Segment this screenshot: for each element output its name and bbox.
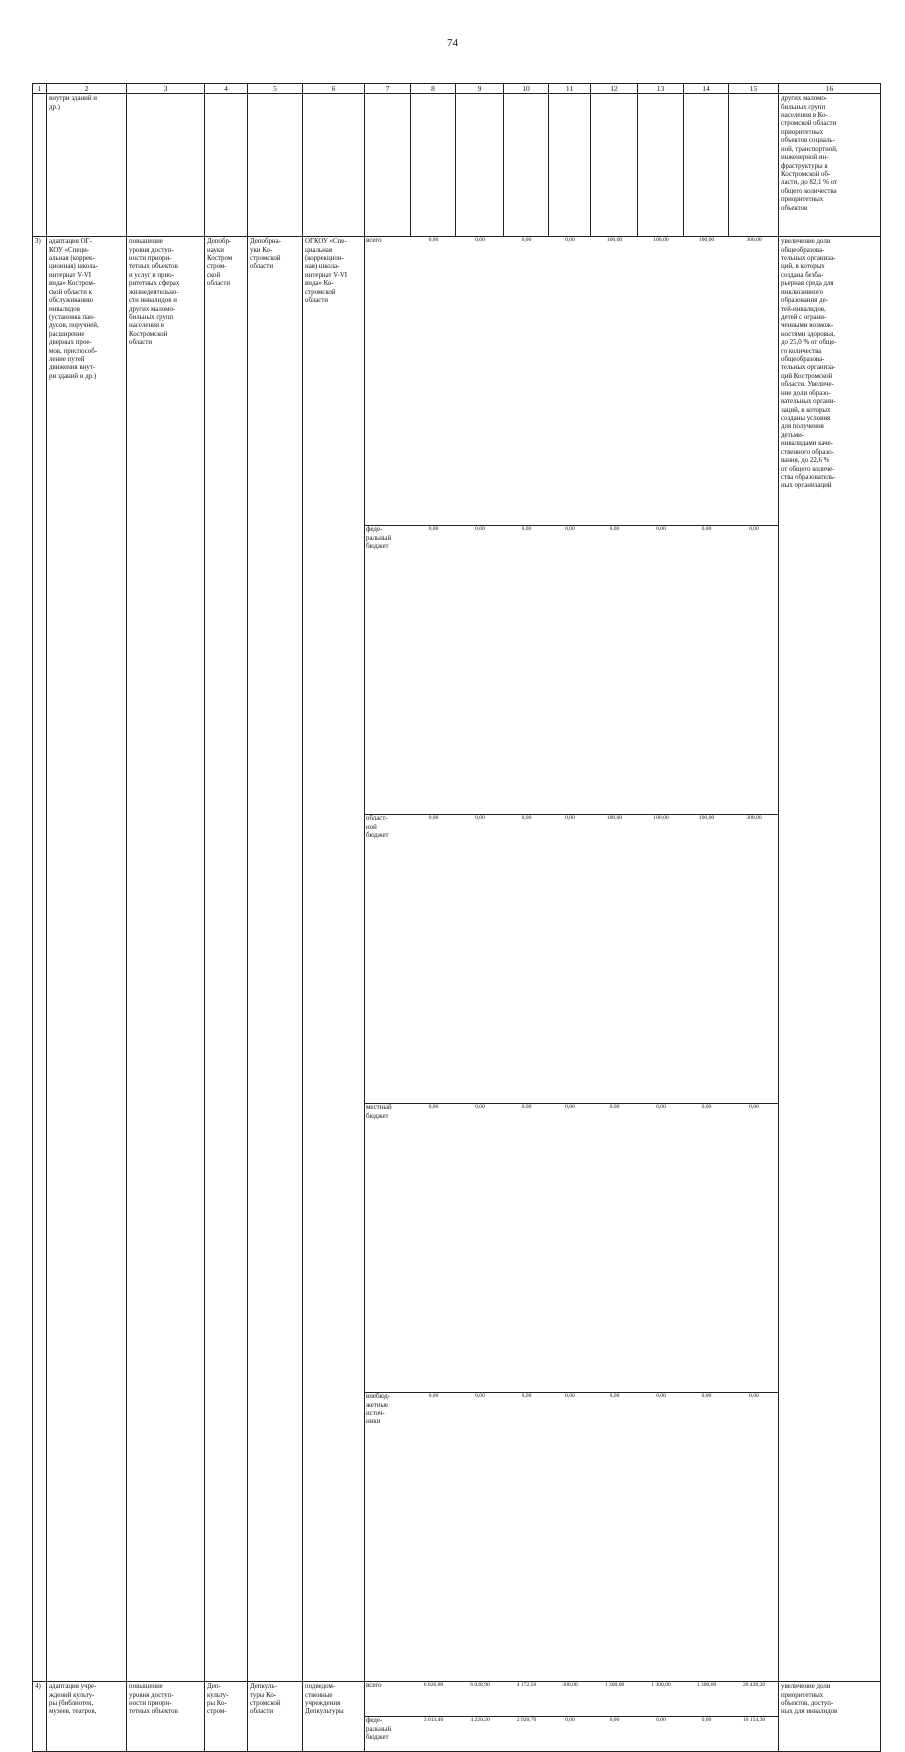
funding-value: 0,00	[591, 1104, 638, 1393]
funding-value: 0,00	[638, 1393, 684, 1682]
funding-value: 1 300,00	[604, 1682, 625, 1689]
funding-value: 0,00	[521, 237, 532, 244]
col-header: 11	[549, 84, 591, 94]
program-table	[32, 83, 881, 1752]
funding-value: 0,00	[729, 1393, 779, 1682]
funding-value: 0,00	[565, 237, 575, 244]
funding-value: 0,00	[411, 815, 456, 1104]
funding-value: 20 428,20	[742, 1682, 766, 1689]
funding-value: 0,00	[729, 526, 779, 815]
funding-value: 0,00	[504, 526, 549, 815]
funding-value: 0,00	[504, 815, 549, 1104]
funding-value: 0,00	[684, 1393, 729, 1682]
funding-value: 300,00	[562, 1682, 578, 1689]
funding-value: 0,00	[549, 1393, 591, 1682]
col-header: 5	[248, 84, 303, 94]
funding-value: 300,00	[729, 815, 779, 1104]
funding-value: 0,00	[456, 526, 504, 815]
funding-line	[365, 815, 779, 1104]
funding-source: област- ной бюджет	[365, 815, 411, 1104]
funding-value: 0,00	[456, 815, 504, 1104]
funding-line	[365, 237, 779, 526]
funding-table	[365, 237, 779, 1681]
funding-table	[365, 1682, 779, 1751]
funding-value: 100,00	[698, 237, 715, 244]
page-number: 74	[447, 37, 458, 49]
funding-source: феде- ральный бюджет	[365, 1717, 411, 1752]
funding-value: 0,00	[684, 1104, 729, 1393]
funding-line	[365, 1717, 779, 1752]
funding-value: 1 300,00	[696, 1682, 717, 1689]
funding-source: всего	[366, 237, 382, 245]
goal: повышение уровня доступ- ности приори- тетных объектов и услуг в прио- ритетных сферах жизнедеятельно- сти инвалидов и других маломо- бильных групп населения в Костромской области	[127, 237, 205, 1682]
funding-value: 100,00	[591, 815, 638, 1104]
responsible: Депобр- науки Костром стром- ской области	[205, 237, 248, 1682]
header-row	[33, 84, 881, 94]
col-header: 7	[365, 84, 411, 94]
funding-value: 100,00	[638, 815, 684, 1104]
col-header: 10	[504, 84, 549, 94]
table-row	[33, 1682, 881, 1752]
funding-value: 0,00	[475, 237, 485, 244]
goal: повышение уровня доступ- ности приори- тетных объектов	[127, 1682, 205, 1752]
funding-value: 0,00	[456, 1393, 504, 1682]
funding-value: 1 300,00	[651, 1682, 671, 1689]
funding-value: 0,00	[591, 1717, 638, 1752]
measure-name: адаптация учре- ждений культу- ры (библиотек, музеев, театров,	[47, 1682, 127, 1752]
funding-block	[365, 237, 779, 1682]
funding-value: 6 026,80	[423, 1682, 444, 1689]
funding-value: 3 013,40	[411, 1717, 456, 1752]
funding-value: 0,00	[591, 526, 638, 815]
col-header: 16	[779, 84, 881, 94]
funding-value: 0,00	[729, 1104, 779, 1393]
col-header: 6	[303, 84, 365, 94]
executor: подведом- ственные учреждения Депкультуры	[303, 1682, 365, 1752]
funding-value: 2 920,70	[504, 1717, 549, 1752]
funding-value: 0,00	[591, 1393, 638, 1682]
funding-source: феде- ральный бюджет	[365, 526, 411, 815]
customer: Депобрна- уки Ко- стромской области	[248, 237, 303, 1682]
expected-result: увеличение доли общеобразова- тельных организа- ций, в которых создана безба- рьерная среда для инклюзивного образования де- тей-инвалидов, детей с ограни- ченными возмож- ностями здоровья, до 25,0 % от обще- го количества общеобразова- тельных организа- ций Костромской области. Увеличе- ние доли образо- вательных органи- заций, в которых созданы условия для получения детьми- инвалидами каче- ственного образо- вания, до 22,6 % от общего количе- ства образователь- ных организаций	[779, 237, 881, 1682]
customer: Депкуль- туры Ко- стромской области	[248, 1682, 303, 1752]
col-header: 13	[638, 84, 684, 94]
funding-line	[365, 526, 779, 815]
col-header: 12	[591, 84, 638, 94]
funding-source: внебюд- жетные источ- ники	[365, 1393, 411, 1682]
funding-value: 4 172,50	[516, 1682, 537, 1689]
funding-value: 0,00	[549, 1104, 591, 1393]
funding-value: 0,00	[411, 526, 456, 815]
col-header: 9	[456, 84, 504, 94]
funding-value: 0,00	[638, 1104, 684, 1393]
funding-value: 0,00	[684, 1717, 729, 1752]
funding-value: 100,00	[684, 815, 729, 1104]
funding-value: 0,00	[549, 1717, 591, 1752]
expected-result: других маломо- бильных групп населения в Ко- стромской области приоритетных объектов социаль- ной, транспортной, инженерной ин- фраструктуры в Костромской об- ласти, до 82,1 % от общего количества приоритетных объектов	[779, 94, 881, 237]
funding-line	[365, 1682, 779, 1717]
funding-value: 0,00	[411, 1393, 456, 1682]
funding-value: 100,00	[606, 237, 623, 244]
col-header: 8	[411, 84, 456, 94]
col-header: 2	[47, 84, 127, 94]
col-header: 1	[33, 84, 47, 94]
funding-value: 4 220,20	[456, 1717, 504, 1752]
funding-value: 0,00	[638, 526, 684, 815]
col-header: 15	[729, 84, 779, 94]
funding-line	[365, 1104, 779, 1393]
funding-value: 0,00	[684, 526, 729, 815]
funding-block	[365, 1682, 779, 1752]
funding-value: 0,00	[456, 1104, 504, 1393]
funding-value: 0,00	[428, 237, 439, 244]
row-number: 3)	[33, 237, 47, 1682]
funding-value: 100,00	[653, 237, 669, 244]
table-row	[33, 94, 881, 237]
funding-line	[365, 1393, 779, 1682]
funding-source: всего	[366, 1682, 382, 1690]
funding-value: 0,00	[411, 1104, 456, 1393]
funding-value: 0,00	[549, 526, 591, 815]
col-header: 14	[684, 84, 729, 94]
funding-value: 0,00	[504, 1393, 549, 1682]
responsible: Деп- культу- ры Ко- стром-	[205, 1682, 248, 1752]
executor: ОГКОУ «Спе- циальная (коррекцион- ная) школа- интернат V-VI вида» Ко- стромской области	[303, 237, 365, 1682]
row-number: 4)	[33, 1682, 47, 1752]
funding-value: 300,00	[746, 237, 762, 244]
expected-result: увеличение доли приоритетных объектов, доступ- ных для инвалидов	[779, 1682, 881, 1752]
col-header: 4	[205, 84, 248, 94]
measure-name: внутри зданий и др.)	[47, 94, 127, 237]
table-row	[33, 237, 881, 1682]
funding-source: местный бюджет	[365, 1104, 411, 1393]
col-header: 3	[127, 84, 205, 94]
funding-value: 0,00	[549, 815, 591, 1104]
funding-value: 10 154,30	[729, 1717, 779, 1752]
funding-value: 6 028,90	[470, 1682, 490, 1689]
measure-name: адаптация ОГ- КОУ «Специ- альная (коррек- ционная) школа- интернат V-VI вида» Костром- ской области к обслуживанию инвалидов (установка пан- дусов, поручней, расширение дверных прое- мов, приспособ- ление путей движения внут- ри зданий и др.)	[47, 237, 127, 1682]
funding-value: 0,00	[638, 1717, 684, 1752]
funding-value: 0,00	[504, 1104, 549, 1393]
